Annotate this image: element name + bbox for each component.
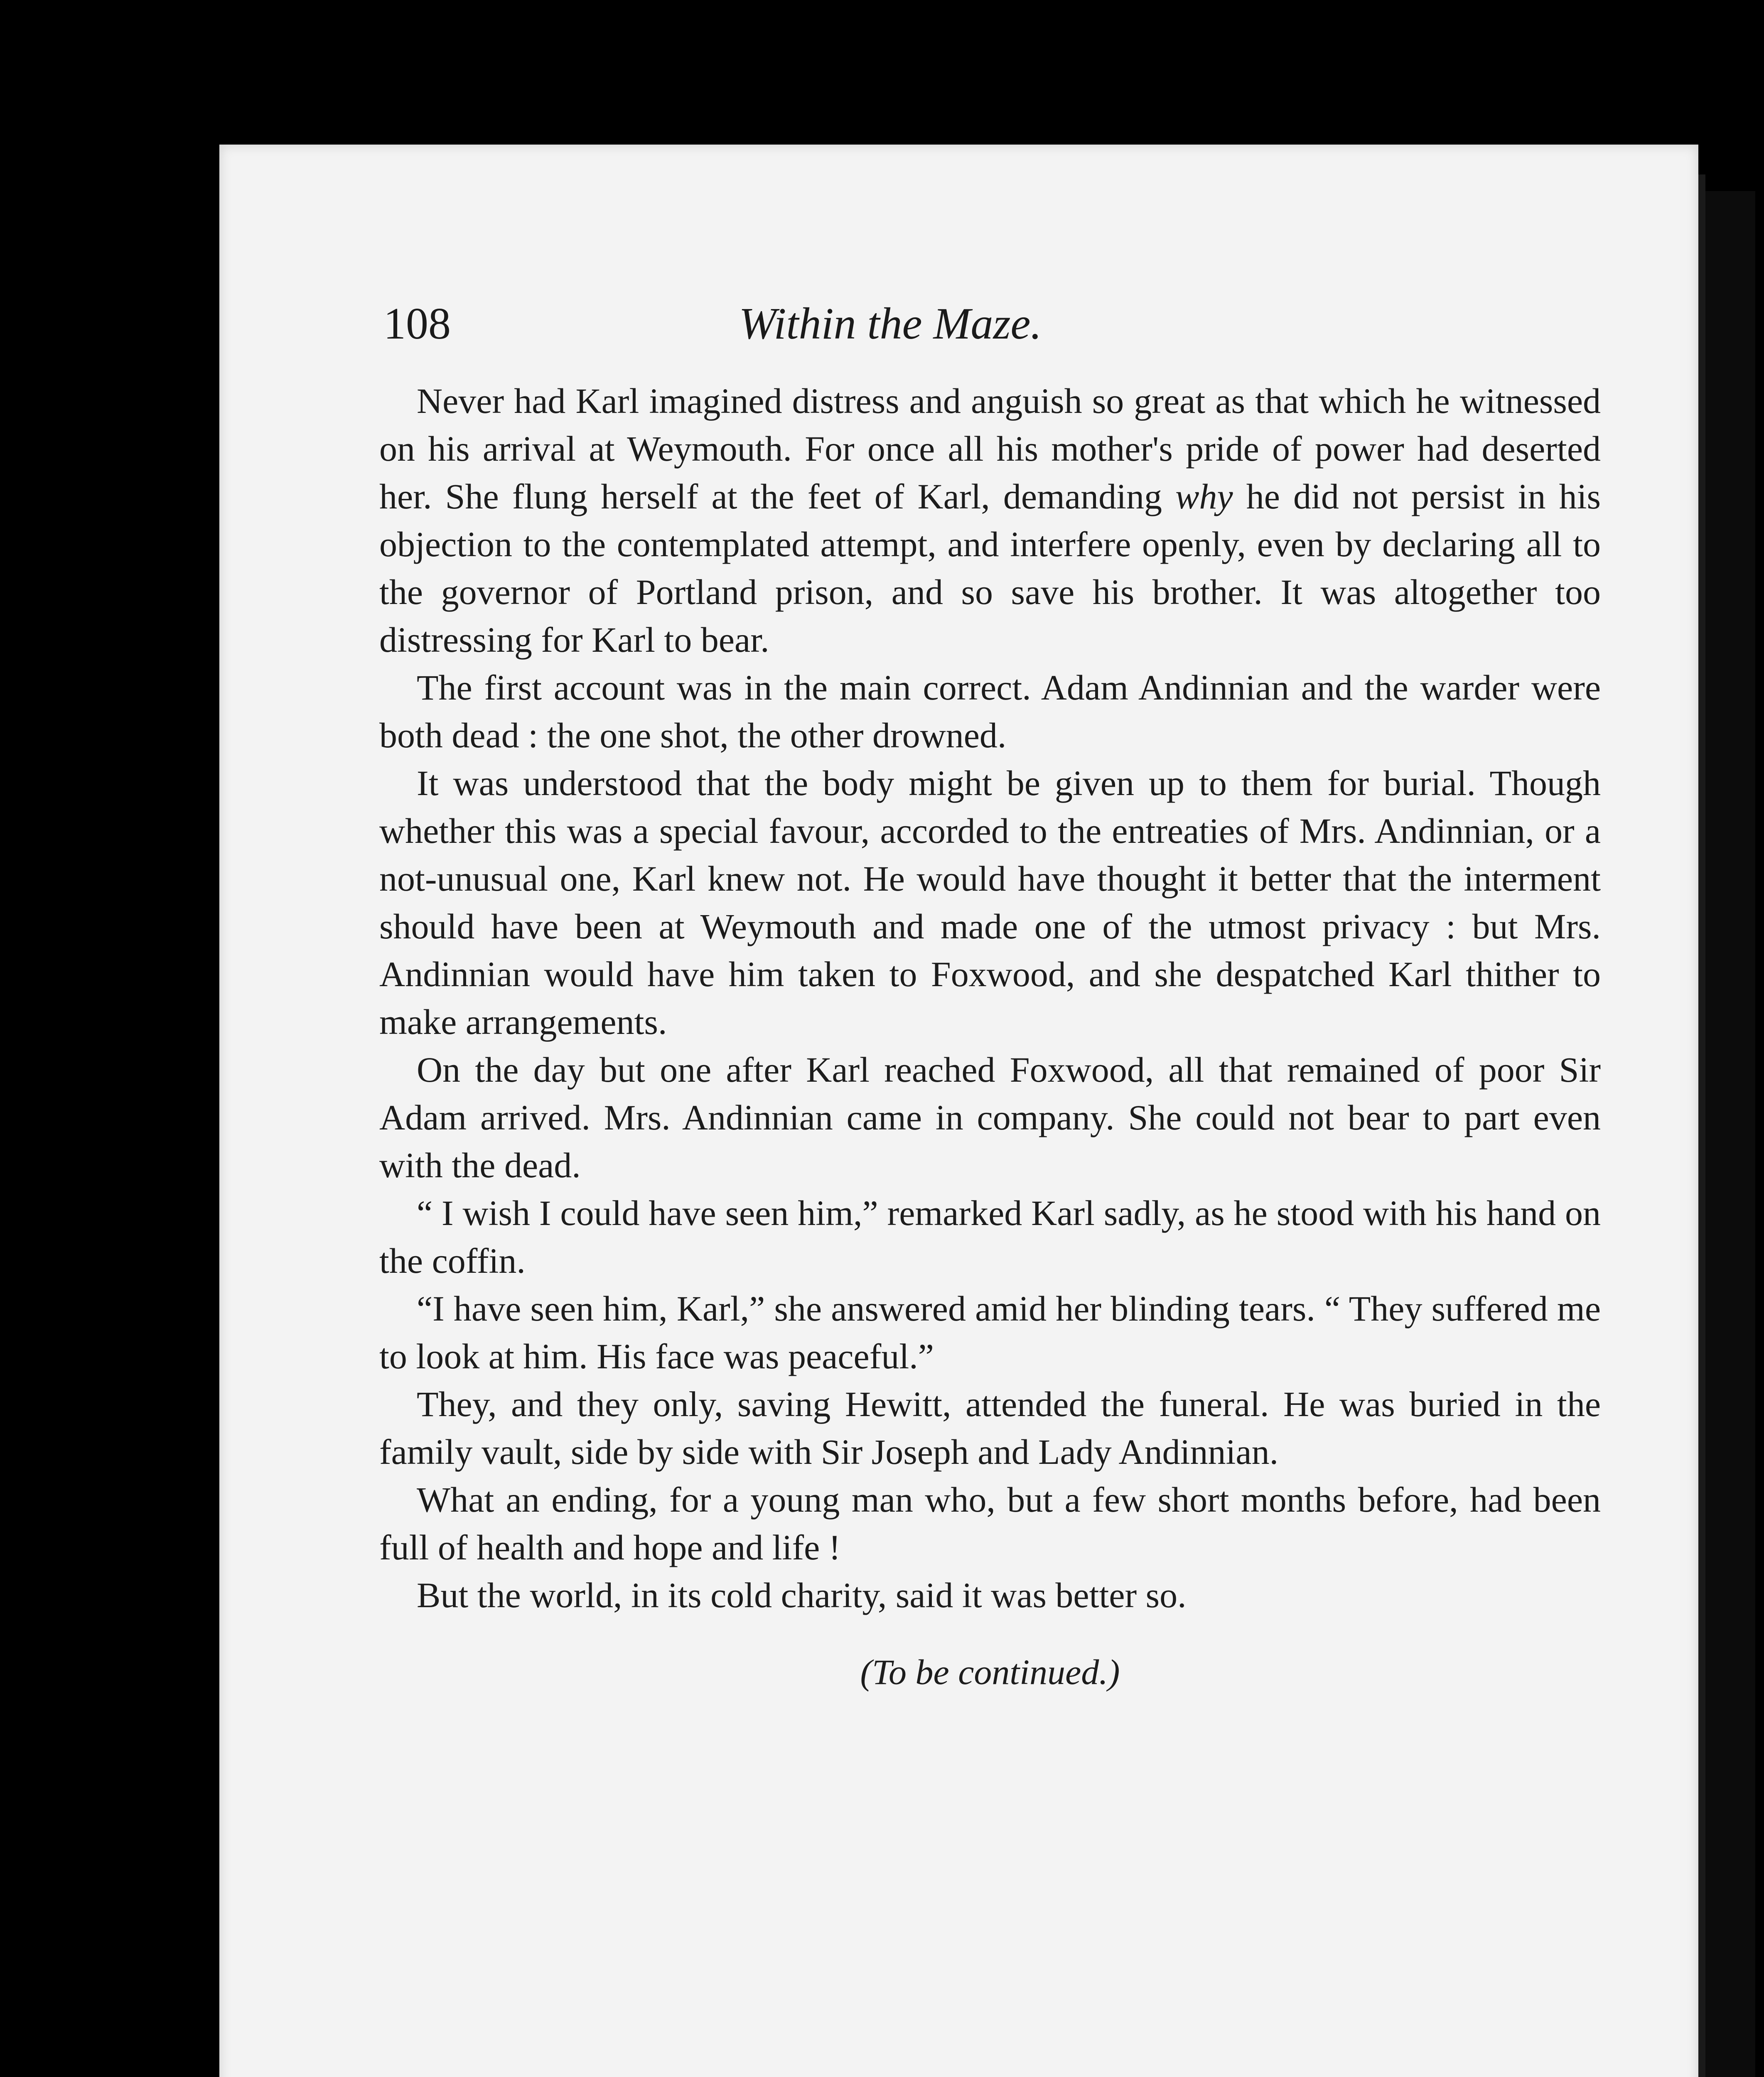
page-header xyxy=(383,298,1397,365)
paragraph-6: “I have seen him, Karl,” she answered amid her blinding tears. “ They suffered me to look at him. His face was peaceful.” xyxy=(379,1289,1601,1376)
page-number: 108 xyxy=(383,299,451,349)
book-page xyxy=(219,145,1698,2077)
chapter-text xyxy=(379,377,1601,1696)
paragraph-5: “ I wish I could have seen him,” remarked Karl sadly, as he stood with his hand on the coffin. xyxy=(379,1193,1601,1281)
paragraph-3: It was understood that the body might be given up to them for burial. Though whether this was a special favour, accorded to the entreaties of Mrs. Andinnian, or a not-unusual one, Karl knew not. He would have thought it better that the interment should have been at Weymouth and made one of the utmost privacy : but Mrs. Andinnian would have him taken to Foxwood, and she despatched Karl thither to make arrangements. xyxy=(379,763,1601,1042)
paragraph-9: But the world, in its cold charity, said it was better so. xyxy=(417,1575,1187,1615)
emphasis-why: why xyxy=(1175,476,1233,516)
paragraph-4: On the day but one after Karl reached Foxwood, all that remained of poor Sir Adam arrived. Mrs. Andinnian came in company. She could not bear to part even with the dead. xyxy=(379,1050,1601,1185)
paragraph-2: The first account was in the main correct. Adam Andinnian and the warder were both dead : the one shot, the other drowned. xyxy=(379,668,1601,755)
paragraph-1: Never had Karl imagined distress and anguish so great as that which he witnessed on his arrival at Weymouth. For once all his mother's pride of power had deserted her. She flung herself at the feet of Karl, demanding why he did not persist in his objection to the contemplated attempt, and interfere openly, even by declaring all to the governor of Portland prison, and so save his brother. It was altogether too distressing for Karl to bear. xyxy=(379,381,1601,660)
book-spine-shadow xyxy=(1705,191,1755,2077)
paragraph-8: What an ending, for a young man who, but a few short months before, had been full of health and hope and life ! xyxy=(379,1480,1601,1567)
running-title: Within the Maze. xyxy=(739,299,1042,349)
to-be-continued-note: (To be continued.) xyxy=(860,1652,1120,1692)
paragraph-7: They, and they only, saving Hewitt, attended the funeral. He was buried in the family vault, side by side with Sir Joseph and Lady Andinnian. xyxy=(379,1384,1601,1472)
